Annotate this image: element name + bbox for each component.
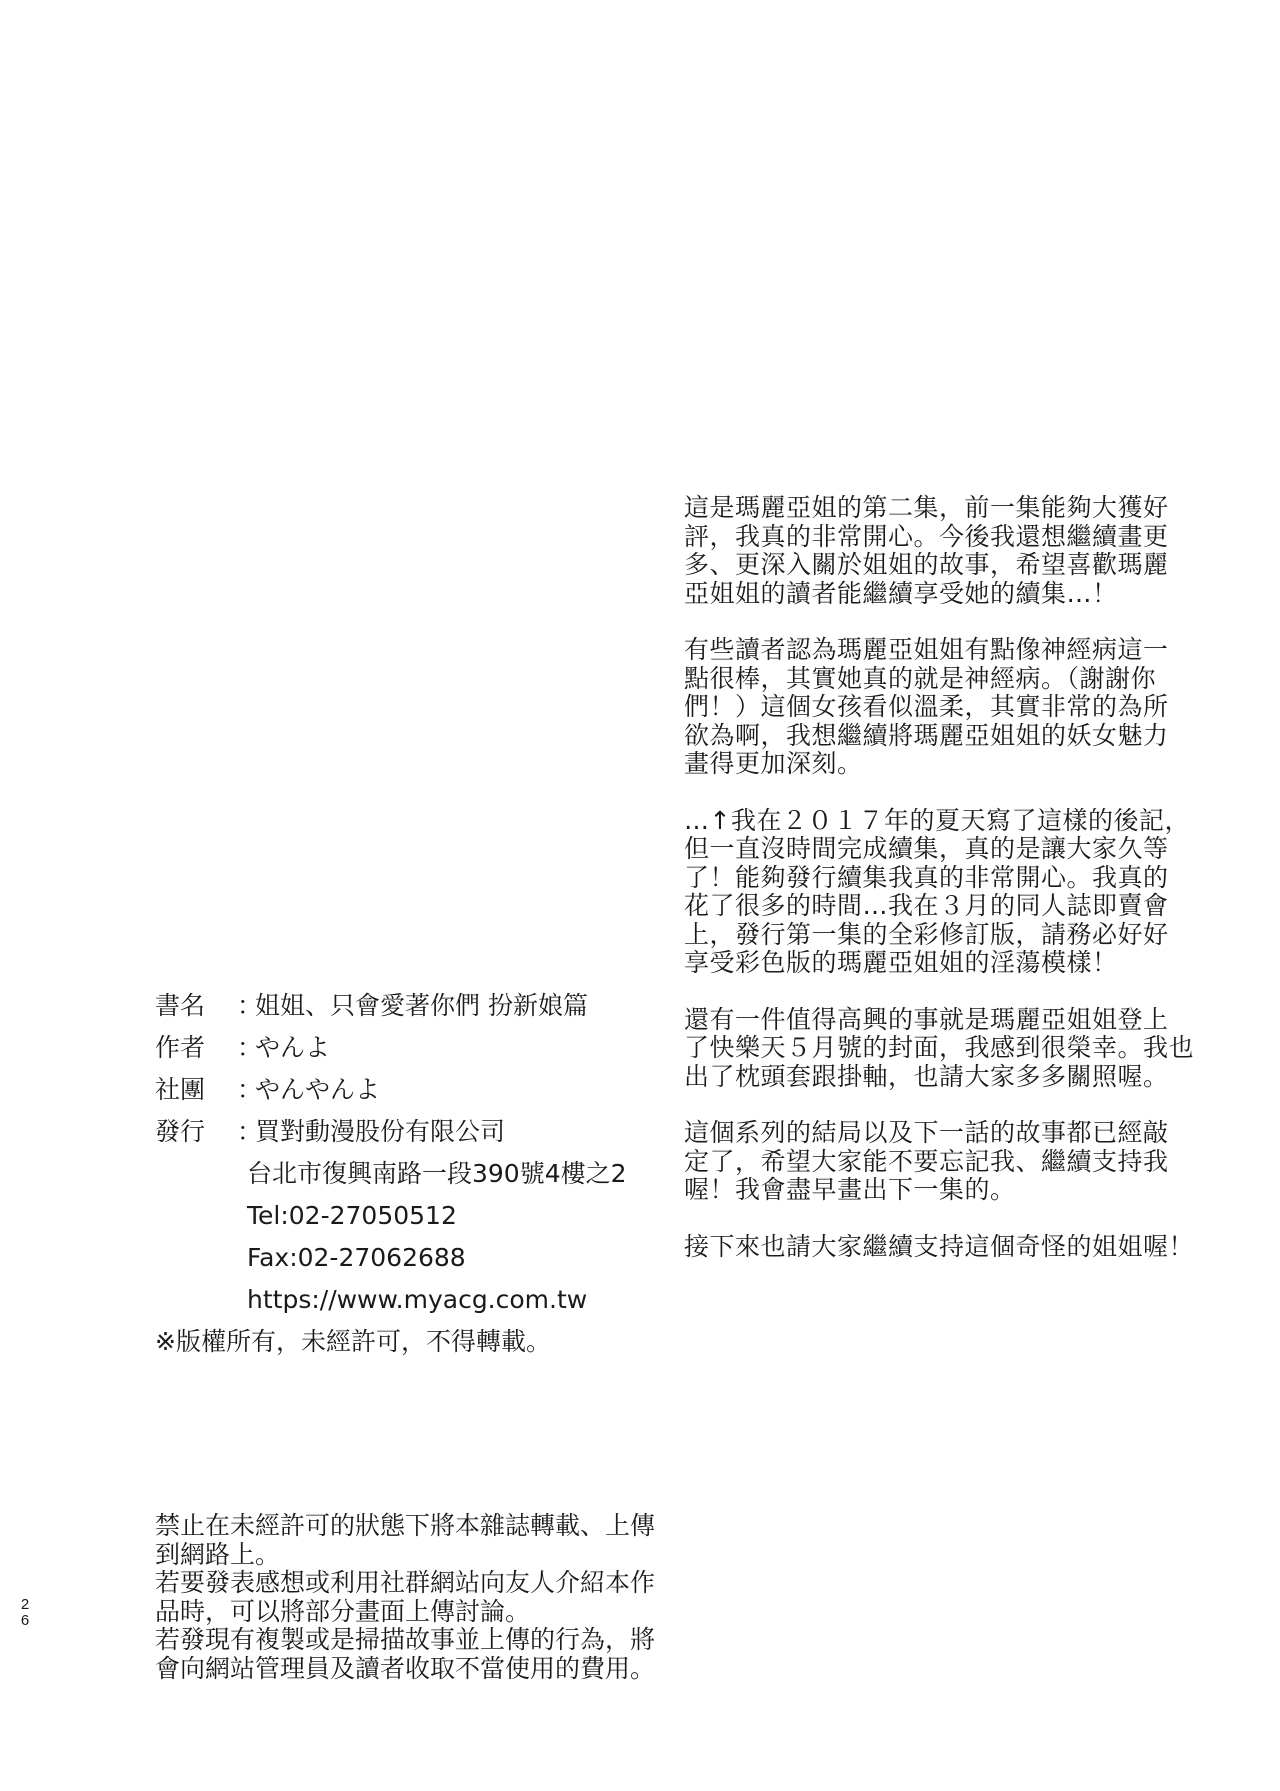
afterword-line: 們！）這個女孩看似溫柔，其實非常的為所 [684, 692, 1169, 721]
colophon-row-fax [155, 1237, 715, 1279]
page-number [18, 1597, 32, 1629]
colophon-row-tel [155, 1195, 715, 1237]
notice-line: 禁止在未經許可的狀態下將本雜誌轉載、上傳 [155, 1511, 656, 1540]
publisher-url: https://www.myacg.com.tw [247, 1285, 588, 1314]
colophon-row-circle [155, 1069, 715, 1111]
afterword-line: 這個系列的結局以及下一話的故事都已經敲 [684, 1118, 1169, 1147]
colophon-row-title [155, 985, 715, 1027]
afterword-line: 享受彩色版的瑪麗亞姐姐的淫蕩模樣！ [684, 948, 1118, 977]
afterword-line: 但一直沒時間完成續集，真的是讓大家久等 [684, 834, 1169, 863]
colophon [155, 985, 715, 1363]
afterword-line: 畫得更加深刻。 [684, 749, 863, 778]
usage-notice [155, 1512, 695, 1683]
afterword-line: 了快樂天５月號的封面，我感到很榮幸。我也 [684, 1033, 1195, 1062]
afterword-line: 亞姐姐的讀者能繼續享受她的續集…！ [684, 578, 1118, 608]
afterword [684, 494, 1204, 1289]
notice-line: 到網路上。 [155, 1539, 281, 1569]
colophon-value: 姐姐、只會愛著你們 扮新娘篇 [255, 991, 588, 1020]
notice-line: 會向網站管理員及讀者收取不當使用的費用。 [155, 1653, 656, 1683]
notice-line: 若發現有複製或是掃描故事並上傳的行為，將 [155, 1625, 656, 1654]
afterword-line: 定了，希望大家能不要忘記我、繼續支持我 [684, 1146, 1169, 1176]
colophon-row-author [155, 1027, 715, 1069]
afterword-line: 這是瑪麗亞姐的第二集，前一集能夠大獲好 [684, 493, 1169, 522]
colophon-colon: ： [237, 1033, 263, 1062]
afterword-paragraph-6 [684, 1233, 1204, 1262]
colophon-label: 社團 [155, 1075, 206, 1104]
page-number-digit: 6 [20, 1612, 30, 1629]
afterword-paragraph-2 [684, 636, 1204, 779]
colophon-colon: ： [237, 991, 263, 1020]
notice-line: 若要發表感想或利用社群網站向友人介紹本作 [155, 1568, 656, 1597]
colophon-colon: ： [237, 1075, 263, 1104]
afterword-line: 點很棒，其實她真的就是神經病。（謝謝你 [684, 663, 1157, 693]
colophon-label: 作者 [155, 1033, 206, 1062]
colophon-value: やんよ [255, 1033, 331, 1062]
notice-line: 品時，可以將部分畫面上傳討論。 [155, 1596, 531, 1626]
afterword-line: …↑我在２０１７年的夏天寫了這樣的後記， [684, 805, 1190, 835]
afterword-paragraph-4 [684, 1006, 1204, 1092]
afterword-line: 還有一件值得高興的事就是瑪麗亞姐姐登上 [684, 1004, 1169, 1034]
colophon-row-address [155, 1153, 715, 1195]
afterword-line: 喔！我會盡早畫出下一集的。 [684, 1175, 1016, 1204]
colophon-row-url [155, 1279, 715, 1321]
afterword-paragraph-1 [684, 494, 1204, 608]
afterword-line: 有些讀者認為瑪麗亞姐姐有點像神經病這一 [684, 635, 1169, 664]
afterword-line: 出了枕頭套跟掛軸，也請大家多多關照喔。 [684, 1061, 1169, 1091]
afterword-line: 上，發行第一集的全彩修訂版，請務必好好 [684, 919, 1169, 949]
copyright-notice: ※版權所有，未經許可，不得轉載。 [155, 1327, 551, 1356]
afterword-line: 欲為啊，我想繼續將瑪麗亞姐姐的妖女魅力 [684, 720, 1169, 750]
colophon-value: 買對動漫股份有限公司 [255, 1117, 506, 1146]
colophon-label: 書名 [155, 991, 206, 1020]
page-number-digit: 2 [20, 1596, 30, 1613]
colophon-colon: ： [237, 1117, 263, 1146]
colophon-label: 發行 [155, 1117, 206, 1146]
colophon-value: やんやんよ [255, 1075, 381, 1104]
afterword-paragraph-3 [684, 807, 1204, 978]
afterword-line: 花了很多的時間…我在３月的同人誌即賣會 [684, 891, 1169, 920]
afterword-line: 了！能夠發行續集我真的非常開心。我真的 [684, 862, 1169, 892]
publisher-tel: Tel:02-27050512 [247, 1201, 457, 1230]
colophon-row-publisher [155, 1111, 715, 1153]
afterword-line: 評，我真的非常開心。今後我還想繼續畫更 [684, 521, 1169, 551]
afterword-line: 多、更深入關於姐姐的故事，希望喜歡瑪麗 [684, 550, 1169, 579]
publisher-address: 台北市復興南路一段390號4樓之2 [247, 1159, 627, 1188]
publisher-fax: Fax:02-27062688 [247, 1243, 466, 1272]
afterword-paragraph-5 [684, 1119, 1204, 1205]
afterword-line: 接下來也請大家繼續支持這個奇怪的姐姐喔！ [684, 1231, 1195, 1261]
